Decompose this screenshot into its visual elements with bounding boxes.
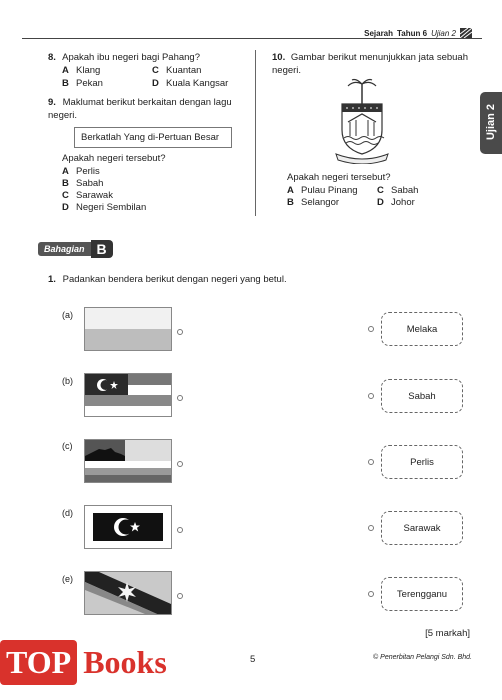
option-text: Kuala Kangsar	[166, 78, 229, 89]
publisher-credit: © Penerbitan Pelangi Sdn. Bhd.	[373, 654, 472, 661]
stripes-icon	[460, 28, 472, 38]
q8-option-b[interactable]	[62, 78, 103, 91]
q9-option-a[interactable]	[62, 166, 100, 179]
option-text: Klang	[76, 65, 101, 76]
question-1	[48, 274, 287, 287]
option-text: Selangor	[301, 197, 340, 208]
q10-option-b[interactable]	[287, 197, 339, 210]
q8-number: 8.	[48, 52, 56, 63]
q10-option-d[interactable]	[377, 197, 415, 210]
option-text: Sarawak	[76, 190, 113, 201]
flag-label-d: (d)	[62, 508, 73, 518]
section-letter: B	[91, 240, 113, 258]
flag-e-dot[interactable]	[177, 593, 183, 599]
q8-option-c[interactable]	[152, 65, 201, 78]
option-text: Pulau Pinang	[301, 185, 358, 196]
question-8	[48, 52, 200, 65]
mountain-icon	[85, 440, 125, 461]
state-e-dot[interactable]	[368, 591, 374, 597]
flag-d-dot[interactable]	[177, 527, 183, 533]
option-letter: B	[62, 78, 69, 89]
flag-label-c: (c)	[62, 441, 73, 451]
header-rule	[22, 38, 482, 39]
flag-c-dot[interactable]	[177, 461, 183, 467]
q1-text: Padankan bendera berikut dengan negeri yang betul.	[62, 274, 287, 285]
option-letter: C	[377, 185, 384, 196]
q10-option-c[interactable]	[377, 185, 418, 198]
option-text: Kuantan	[166, 65, 202, 76]
flag-perlis	[84, 307, 172, 351]
state-box-perlis[interactable]: Perlis	[381, 445, 463, 479]
crescent-star-icon	[93, 377, 121, 393]
state-c-dot[interactable]	[368, 459, 374, 465]
song-box: Berkatlah Yang di-Pertuan Besar	[74, 127, 232, 148]
section-label: Bahagian	[38, 242, 91, 256]
state-d-dot[interactable]	[368, 525, 374, 531]
option-letter: B	[62, 178, 69, 189]
logo-top: TOP	[0, 640, 77, 685]
option-text: Negeri Sembilan	[76, 202, 147, 213]
q8-text: Apakah ibu negeri bagi Pahang?	[62, 52, 200, 63]
state-box-terengganu[interactable]: Terengganu	[381, 577, 463, 611]
flag-b-dot[interactable]	[177, 395, 183, 401]
q9-option-c[interactable]	[62, 190, 113, 203]
logo-books: Books	[83, 644, 167, 680]
state-box-sabah[interactable]: Sabah	[381, 379, 463, 413]
option-text: Perlis	[76, 166, 100, 177]
question-9	[48, 97, 248, 122]
state-b-dot[interactable]	[368, 393, 374, 399]
column-divider	[255, 50, 256, 216]
option-letter: C	[62, 190, 69, 201]
header-test: Ujian 2	[431, 28, 456, 38]
q9-number: 9.	[48, 97, 56, 108]
flag-label-a: (a)	[62, 310, 73, 320]
header-subject: Sejarah	[364, 28, 394, 38]
page-header	[364, 28, 472, 38]
option-text: Sabah	[391, 185, 419, 196]
option-letter: D	[62, 202, 69, 213]
flag-sarawak	[84, 571, 172, 615]
q8-option-d[interactable]	[152, 78, 228, 91]
option-letter: D	[152, 78, 159, 89]
option-text: Johor	[391, 197, 415, 208]
q9-option-b[interactable]	[62, 178, 103, 191]
sarawak-flag-graphic	[85, 572, 171, 614]
crescent-star-icon	[111, 515, 145, 539]
flag-melaka	[84, 373, 172, 417]
page-number: 5	[250, 654, 256, 665]
header-grade: Tahun 6	[397, 28, 428, 38]
state-box-sarawak[interactable]: Sarawak	[381, 511, 463, 545]
flag-label-e: (e)	[62, 574, 73, 584]
option-letter: C	[152, 65, 159, 76]
flag-a-dot[interactable]	[177, 329, 183, 335]
q9-text: Maklumat berikut berkaitan dengan lagu negeri.	[48, 97, 232, 121]
topbooks-logo	[0, 640, 167, 685]
q10-option-a[interactable]	[287, 185, 358, 198]
option-letter: A	[287, 185, 294, 196]
option-letter: A	[62, 166, 69, 177]
option-letter: A	[62, 65, 69, 76]
side-tab-label: Ujian 2	[485, 103, 497, 141]
q10-text: Gambar berikut menunjukkan jata sebuah negeri.	[272, 52, 468, 76]
option-letter: D	[377, 197, 384, 208]
option-text: Sabah	[76, 178, 104, 189]
q9-question: Apakah negeri tersebut?	[62, 153, 166, 164]
flag-sabah	[84, 439, 172, 483]
q10-number: 10.	[272, 52, 286, 63]
option-letter: B	[287, 197, 294, 208]
question-10	[272, 52, 468, 77]
state-a-dot[interactable]	[368, 326, 374, 332]
marks-label: [5 markah]	[425, 628, 470, 639]
state-box-melaka[interactable]: Melaka	[381, 312, 463, 346]
flag-terengganu	[84, 505, 172, 549]
side-tab	[480, 92, 502, 154]
section-heading	[38, 240, 113, 258]
q1-number: 1.	[48, 274, 56, 285]
q9-option-d[interactable]	[62, 202, 146, 215]
q10-question: Apakah negeri tersebut?	[287, 172, 391, 183]
flag-label-b: (b)	[62, 376, 73, 386]
option-text: Pekan	[76, 78, 103, 89]
penang-crest-icon	[334, 78, 390, 164]
q8-option-a[interactable]	[62, 65, 100, 78]
